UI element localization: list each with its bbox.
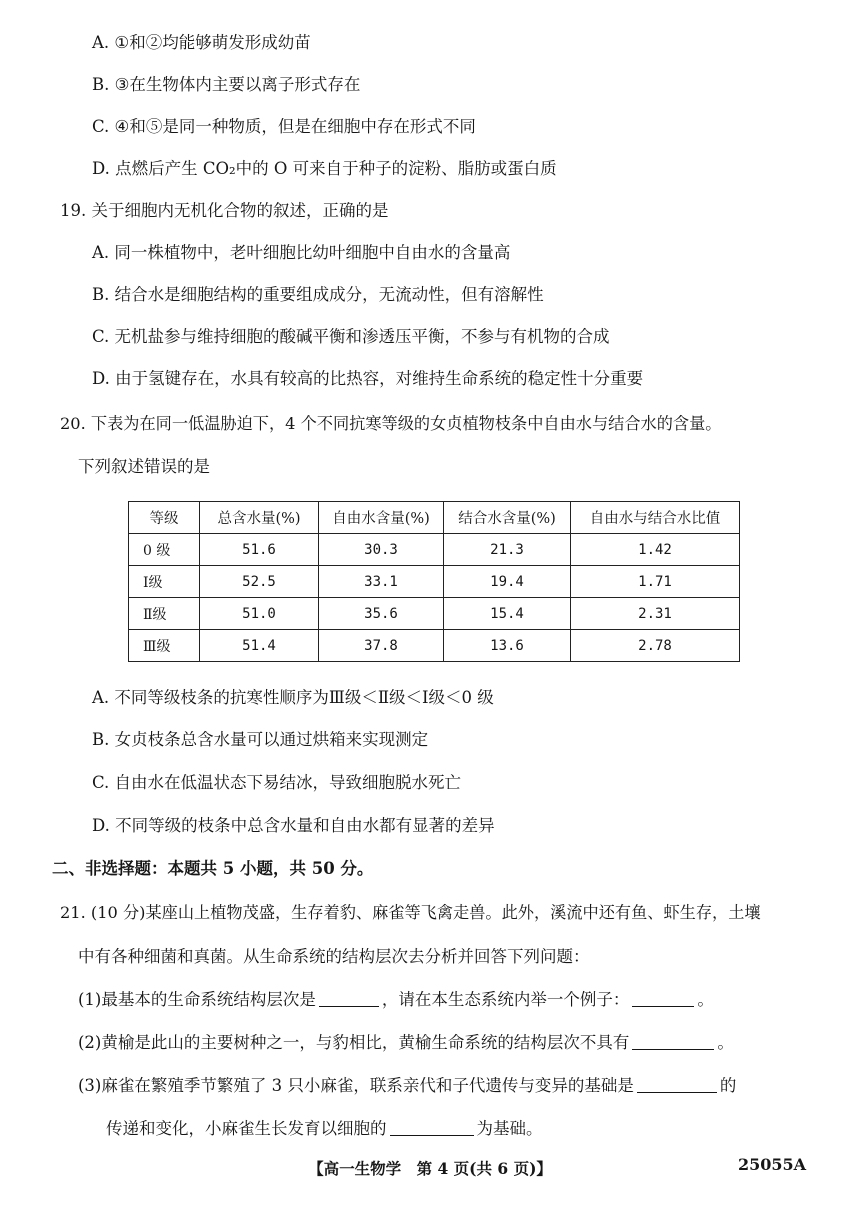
answer-blank[interactable]	[637, 1076, 717, 1093]
cell-free: 37.8	[319, 630, 444, 662]
cell-free: 33.1	[319, 566, 444, 598]
cell-free: 30.3	[319, 534, 444, 566]
q21-part3-text-a: (3)麻雀在繁殖季节繁殖了 3 只小麻雀，联系亲代和子代遗传与变异的基础是	[78, 1076, 634, 1095]
cell-total: 52.5	[200, 566, 319, 598]
cell-ratio: 2.31	[571, 598, 740, 630]
q21-part3	[78, 1074, 736, 1098]
cell-level: Ⅲ级	[129, 630, 200, 662]
q18-option-d: D. 点燃后产生 CO₂中的 O 可来自于种子的淀粉、脂肪或蛋白质	[92, 159, 557, 178]
q21-part3-text-b: 的	[719, 1076, 737, 1095]
q21-part1	[78, 988, 714, 1012]
cell-bound: 13.6	[444, 630, 571, 662]
cell-ratio: 1.42	[571, 534, 740, 566]
cell-bound: 15.4	[444, 598, 571, 630]
q19-option-c: C. 无机盐参与维持细胞的酸碱平衡和渗透压平衡，不参与有机物的合成	[92, 327, 610, 346]
answer-blank[interactable]	[632, 1033, 714, 1050]
q19-option-b: B. 结合水是细胞结构的重要组成成分，无流动性，但有溶解性	[92, 285, 544, 304]
q20-option-b: B. 女贞枝条总含水量可以通过烘箱来实现测定	[92, 730, 429, 749]
q20-option-a: A. 不同等级枝条的抗寒性顺序为Ⅲ级＜Ⅱ级＜Ⅰ级＜0 级	[92, 688, 494, 707]
page-footer: 【高一生物学 第 4 页(共 6 页)】	[308, 1159, 552, 1178]
answer-blank[interactable]	[390, 1119, 474, 1136]
section-heading: 二、非选择题：本题共 5 小题，共 50 分。	[52, 859, 374, 878]
cell-total: 51.4	[200, 630, 319, 662]
header-level: 等级	[129, 502, 200, 534]
q21-part2-text-a: (2)黄榆是此山的主要树种之一，与豹相比，黄榆生命系统的结构层次不具有	[78, 1033, 630, 1052]
q21-part1-text-b: ，请在本生态系统内举一个例子：	[381, 990, 630, 1009]
q18-option-a: A. ①和②均能够萌发形成幼苗	[92, 33, 311, 52]
q19-stem: 19. 关于细胞内无机化合物的叙述，正确的是	[60, 201, 389, 220]
q20-option-c: C. 自由水在低温状态下易结冰，导致细胞脱水死亡	[92, 773, 462, 792]
q19-option-d: D. 由于氢键存在，水具有较高的比热容，对维持生命系统的稳定性十分重要	[92, 369, 644, 388]
cell-level: 0 级	[129, 534, 200, 566]
q19-option-a: A. 同一株植物中，老叶细胞比幼叶细胞中自由水的含量高	[92, 243, 511, 262]
q21-part2-text-b: 。	[717, 1033, 734, 1052]
answer-blank[interactable]	[632, 990, 694, 1007]
q21-part3-text-d: 为基础。	[476, 1119, 543, 1138]
cell-ratio: 1.71	[571, 566, 740, 598]
table-header-row	[129, 502, 740, 534]
exam-code: 25055A	[738, 1155, 807, 1174]
cell-free: 35.6	[319, 598, 444, 630]
cell-total: 51.0	[200, 598, 319, 630]
header-free-water: 自由水含量(%)	[319, 502, 444, 534]
q20-option-d: D. 不同等级的枝条中总含水量和自由水都有显著的差异	[92, 816, 495, 835]
table-row	[129, 598, 740, 630]
cell-level: Ⅱ级	[129, 598, 200, 630]
header-bound-water: 结合水含量(%)	[444, 502, 571, 534]
q20-stem-line2: 下列叙述错误的是	[78, 457, 210, 476]
answer-blank[interactable]	[319, 990, 379, 1007]
water-content-table	[128, 501, 740, 662]
cell-total: 51.6	[200, 534, 319, 566]
q18-option-b: B. ③在生物体内主要以离子形式存在	[92, 75, 361, 94]
q20-stem-line1: 20. 下表为在同一低温胁迫下，4 个不同抗寒等级的女贞植物枝条中自由水与结合水的含量。	[60, 414, 722, 433]
q21-stem-line2: 中有各种细菌和真菌。从生命系统的结构层次去分析并回答下列问题：	[78, 947, 590, 966]
table-row	[129, 534, 740, 566]
cell-ratio: 2.78	[571, 630, 740, 662]
header-total-water: 总含水量(%)	[200, 502, 319, 534]
cell-bound: 19.4	[444, 566, 571, 598]
cell-level: Ⅰ级	[129, 566, 200, 598]
table-row	[129, 566, 740, 598]
q21-part3-cont	[106, 1117, 543, 1141]
cell-bound: 21.3	[444, 534, 571, 566]
q21-part3-text-c: 传递和变化，小麻雀生长发育以细胞的	[106, 1119, 387, 1138]
q18-option-c: C. ④和⑤是同一种物质，但是在细胞中存在形式不同	[92, 117, 476, 136]
q21-part1-text-c: 。	[697, 990, 714, 1009]
table-row	[129, 630, 740, 662]
q21-part2	[78, 1031, 734, 1055]
header-ratio: 自由水与结合水比值	[571, 502, 740, 534]
q21-part1-text-a: (1)最基本的生命系统结构层次是	[78, 990, 316, 1009]
q21-stem-line1: 21. (10 分)某座山上植物茂盛，生存着豹、麻雀等飞禽走兽。此外，溪流中还有鱼、虾生存，土壤	[60, 903, 761, 922]
